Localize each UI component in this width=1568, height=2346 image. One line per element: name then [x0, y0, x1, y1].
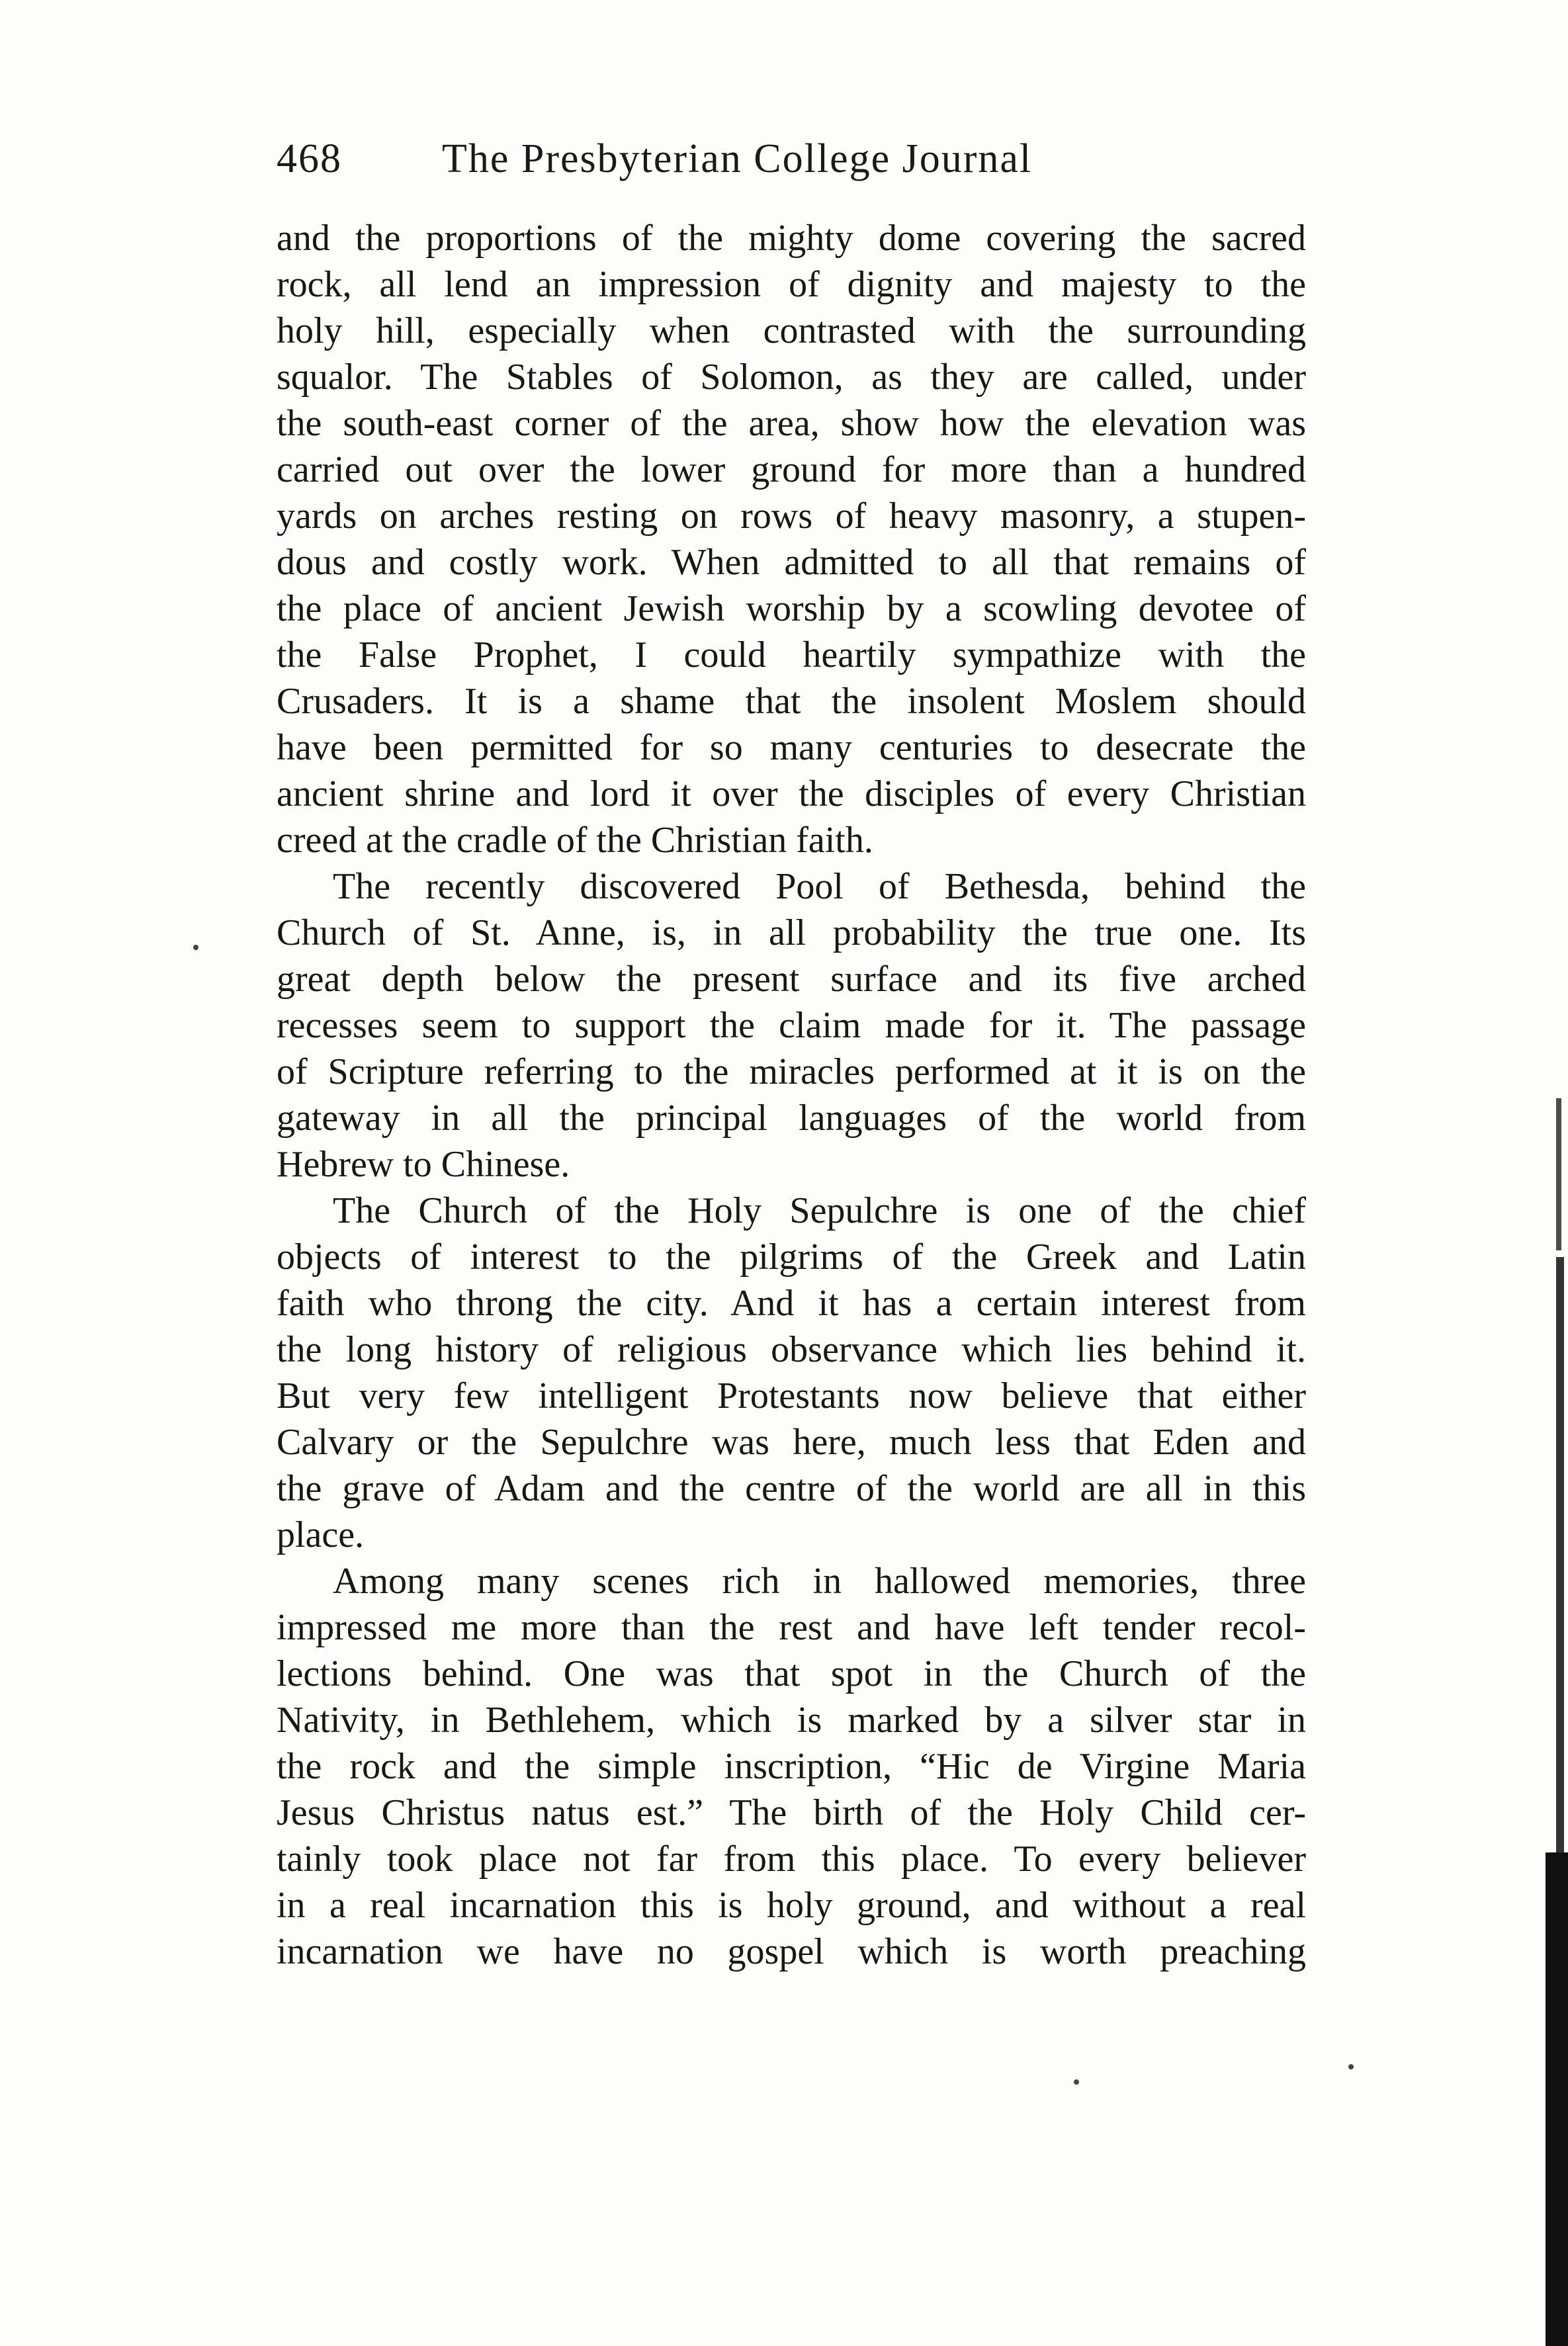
paragraph-first-line: The Church of the Holy Sepulchre is one of the chief — [333, 1190, 1306, 1231]
text-line: Calvary or the Sepulchre was here, much less that Eden and — [277, 1422, 1306, 1463]
text-line: gateway in all the principal languages of the world from — [277, 1098, 1306, 1139]
text-line: But very few intelligent Protestants now believe that either — [277, 1375, 1306, 1416]
text-line: the south-east corner of the area, show how the elevation was — [277, 403, 1306, 444]
text-line: impressed me more than the rest and have left tender recol- — [277, 1607, 1306, 1648]
text-line: and the proportions of the mighty dome covering the sacred — [277, 218, 1306, 259]
text-line: incarnation we have no gospel which is worth preaching — [277, 1931, 1306, 1972]
text-line: carried out over the lower ground for more than a hundred — [277, 449, 1306, 490]
text-line: rock, all lend an impression of dignity and majesty to the — [277, 264, 1306, 305]
scan-edge-shadow — [1546, 1852, 1568, 2346]
text-line: Crusaders. It is a shame that the insolent Moslem should — [277, 681, 1306, 722]
text-line: creed at the cradle of the Christian faith. — [277, 820, 873, 861]
page-header — [277, 136, 1309, 202]
text-line: place. — [277, 1514, 365, 1555]
page-number: 468 — [277, 136, 342, 181]
text-line: the long history of religious observance which lies behind it. — [277, 1329, 1306, 1370]
text-line: holy hill, especially when contrasted with the surrounding — [277, 310, 1306, 351]
text-line: the grave of Adam and the centre of the world are all in this — [277, 1468, 1306, 1509]
text-line: tainly took place not far from this place. To every believer — [277, 1839, 1306, 1880]
text-line: Nativity, in Bethlehem, which is marked by a silver star in — [277, 1700, 1306, 1741]
text-line: Jesus Christus natus est.” The birth of the Holy Child cer- — [277, 1792, 1306, 1833]
scan-speck — [1074, 2079, 1079, 2085]
scan-speck — [1348, 2064, 1354, 2069]
paragraph-first-line: The recently discovered Pool of Bethesda, behind the — [333, 866, 1306, 907]
text-line: great depth below the present surface and its five arched — [277, 959, 1306, 1000]
running-title: The Presbyterian College Journal — [442, 136, 1033, 181]
text-line: in a real incarnation this is holy ground, and without a real — [277, 1885, 1306, 1926]
text-line: have been permitted for so many centuries to desecrate the — [277, 727, 1306, 768]
scan-edge-shadow — [1556, 1098, 1561, 1250]
text-line: lections behind. One was that spot in the Church of the — [277, 1653, 1306, 1694]
body-text — [277, 215, 1306, 1975]
text-line: objects of interest to the pilgrims of the Greek and Latin — [277, 1237, 1306, 1278]
scan-speck — [193, 945, 198, 950]
text-line: Hebrew to Chinese. — [277, 1144, 570, 1185]
text-line: Church of St. Anne, is, in all probability the true one. Its — [277, 912, 1306, 953]
text-line: dous and costly work. When admitted to all that remains of — [277, 542, 1306, 583]
paragraph-first-line: Among many scenes rich in hallowed memories, three — [333, 1561, 1306, 1602]
scan-edge-shadow — [1556, 1257, 1564, 1852]
text-line: the place of ancient Jewish worship by a scowling devotee of — [277, 588, 1306, 629]
text-line: the False Prophet, I could heartily sympathize with the — [277, 634, 1306, 675]
text-line: yards on arches resting on rows of heavy masonry, a stupen- — [277, 496, 1306, 537]
text-line: the rock and the simple inscription, “Hic de Virgine Maria — [277, 1746, 1306, 1787]
text-line: faith who throng the city. And it has a certain interest from — [277, 1283, 1306, 1324]
text-line: squalor. The Stables of Solomon, as they are called, under — [277, 357, 1306, 398]
text-line: recesses seem to support the claim made for it. The passage — [277, 1005, 1306, 1046]
text-line: of Scripture referring to the miracles performed at it is on the — [277, 1051, 1306, 1092]
text-line: ancient shrine and lord it over the disciples of every Christian — [277, 773, 1306, 814]
